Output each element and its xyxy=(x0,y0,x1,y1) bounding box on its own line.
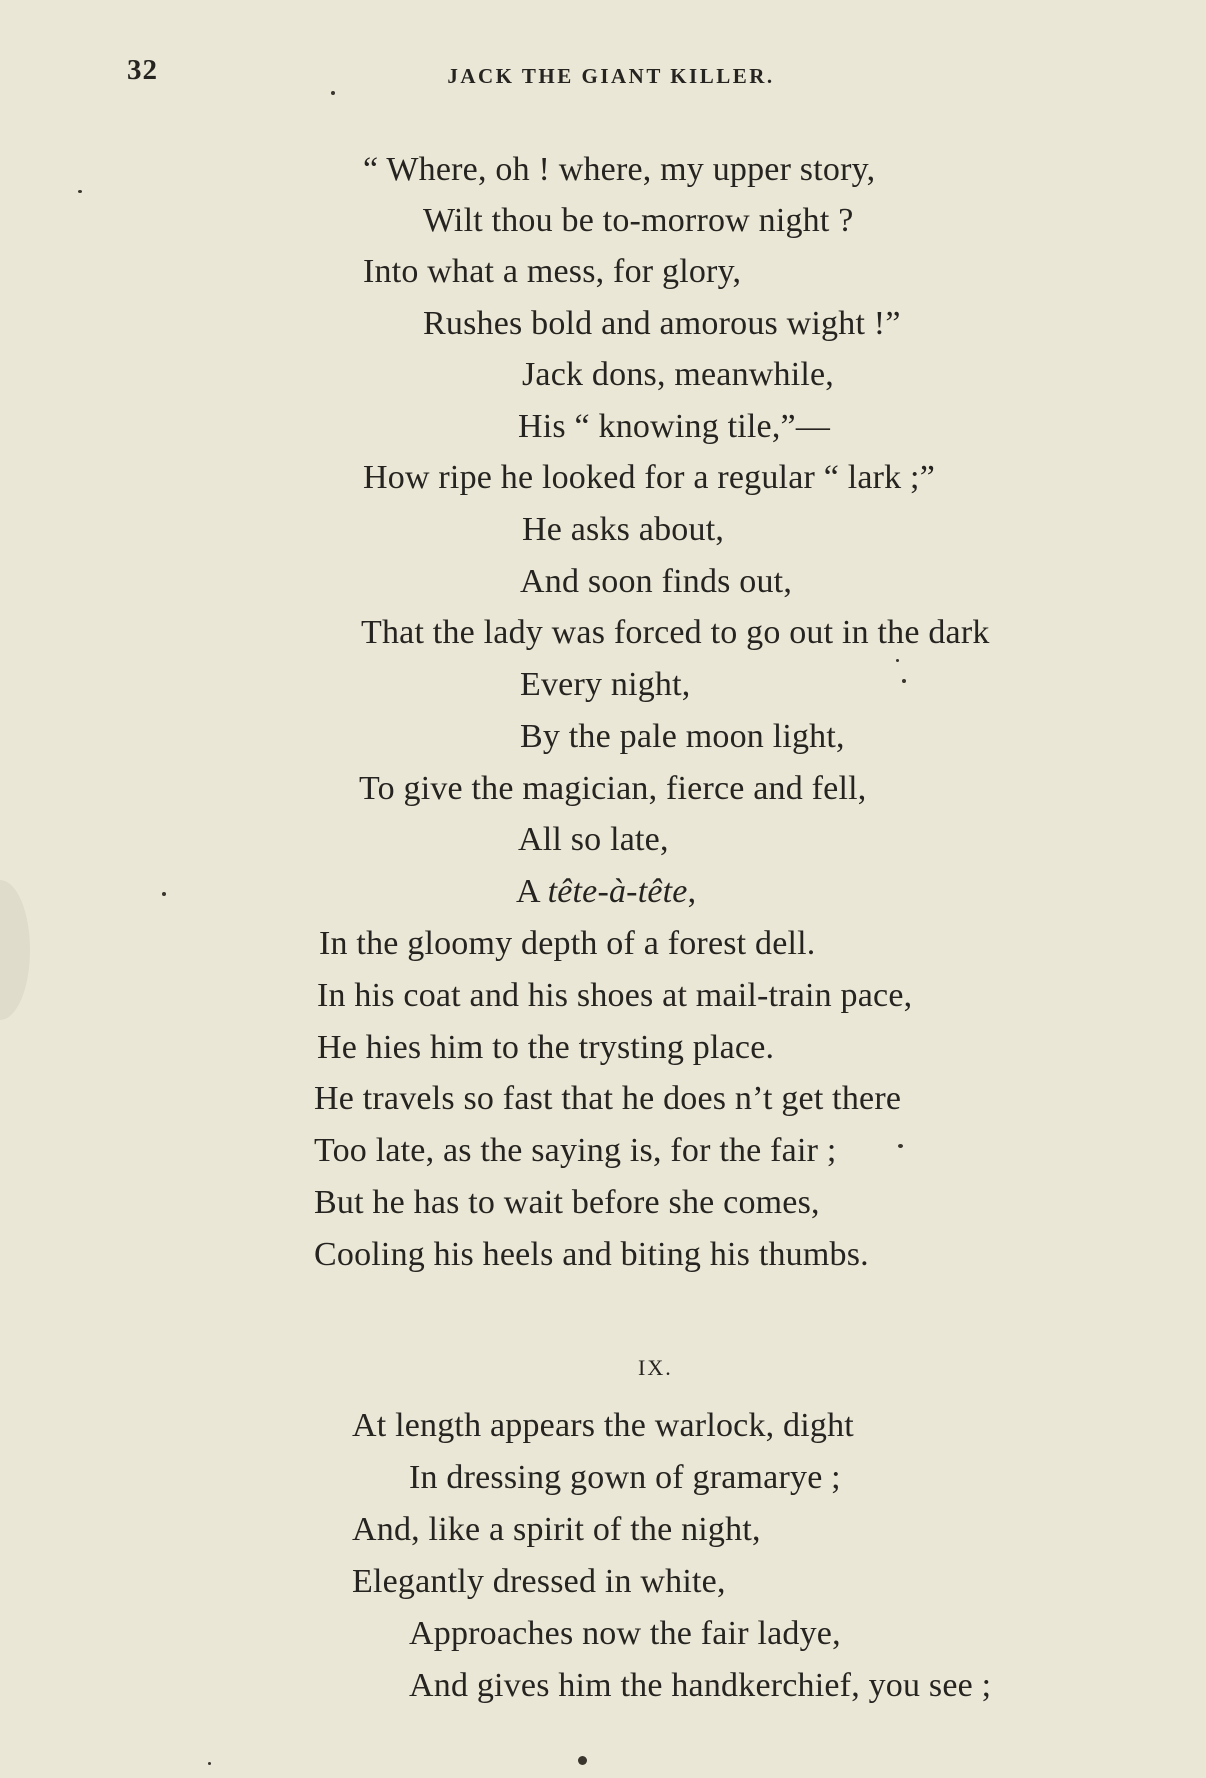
verse-line: Too late, as the saying is, for the fair ; xyxy=(314,1132,837,1169)
section-number: IX. xyxy=(638,1355,673,1380)
verse-line: Into what a mess, for glory, xyxy=(363,253,742,290)
ink-speck xyxy=(902,679,906,683)
verse-line: And, like a spirit of the night, xyxy=(352,1511,761,1548)
verse-line: And gives him the handkerchief, you see ; xyxy=(409,1667,992,1704)
verse-line: His “ knowing tile,”— xyxy=(518,408,831,445)
verse-line: And soon finds out, xyxy=(520,563,793,600)
verse-line: “ Where, oh ! where, my upper story, xyxy=(363,151,876,188)
ink-speck xyxy=(896,659,899,662)
verse-line: By the pale moon light, xyxy=(520,718,845,755)
ink-speck xyxy=(208,1762,211,1765)
verse-line: In his coat and his shoes at mail-train pace, xyxy=(317,977,913,1014)
verse-line: He travels so fast that he does n’t get there xyxy=(314,1080,902,1117)
ink-speck xyxy=(578,1756,587,1765)
verse-line: He asks about, xyxy=(522,511,725,548)
verse-line: Approaches now the fair ladye, xyxy=(409,1615,841,1652)
verse-line: All so late, xyxy=(518,821,669,858)
ink-speck xyxy=(162,892,166,896)
verse-line: In dressing gown of gramarye ; xyxy=(409,1459,841,1496)
verse-line: How ripe he looked for a regular “ lark ;” xyxy=(363,459,935,496)
verse-prefix: A xyxy=(516,873,548,910)
verse-line: To give the magician, fierce and fell, xyxy=(359,770,867,807)
verse-line-italic xyxy=(516,875,696,909)
verse-line: Rushes bold and amorous wight !” xyxy=(423,305,901,342)
verse-line: But he has to wait before she comes, xyxy=(314,1184,820,1221)
verse-line: Jack dons, meanwhile, xyxy=(522,356,835,393)
page-stain xyxy=(0,880,30,1020)
verse-line: At length appears the warlock, dight xyxy=(352,1407,854,1444)
running-head: JACK THE GIANT KILLER. xyxy=(447,64,775,88)
verse-line: Elegantly dressed in white, xyxy=(352,1563,726,1600)
page-number: 32 xyxy=(127,54,158,86)
verse-line: In the gloomy depth of a forest dell. xyxy=(319,925,816,962)
verse-line: Wilt thou be to-morrow night ? xyxy=(423,202,854,239)
verse-suffix: , xyxy=(687,873,697,910)
verse-line: He hies him to the trysting place. xyxy=(317,1029,775,1066)
verse-line: That the lady was forced to go out in the dark xyxy=(361,614,990,651)
verse-line: Every night, xyxy=(520,666,691,703)
ink-speck xyxy=(331,91,335,95)
ink-speck xyxy=(898,1144,903,1148)
italic-phrase: tête-à-tête xyxy=(547,873,688,910)
verse-line: Cooling his heels and biting his thumbs. xyxy=(314,1236,869,1273)
ink-speck xyxy=(78,190,82,193)
